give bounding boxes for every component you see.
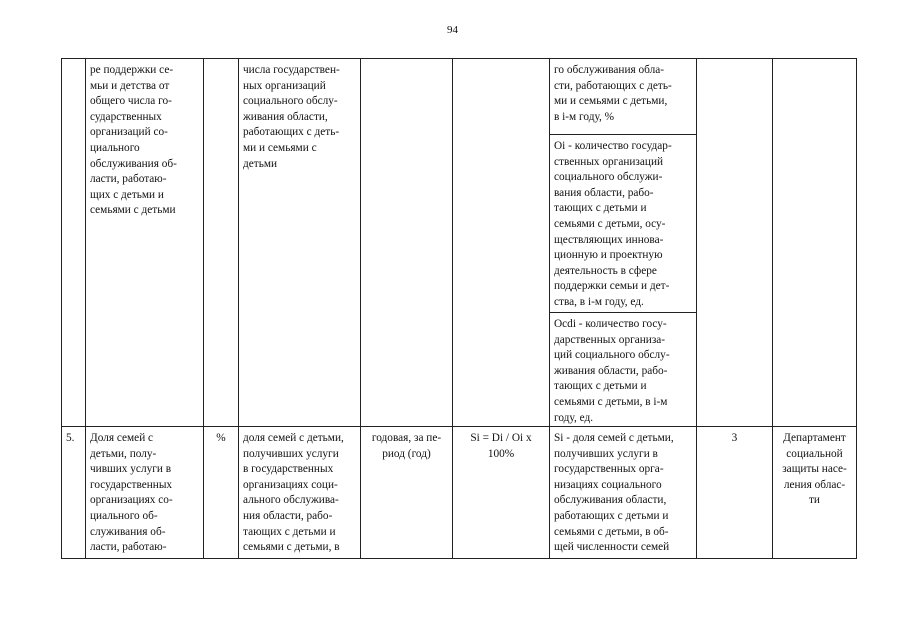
cell-number	[62, 59, 86, 427]
indicator-table	[61, 58, 857, 559]
basic-indicator-text: го обслуживания обла- сти, работающих с деть- ми и семьями с детьми, в i-м году, %	[550, 59, 696, 135]
cell-formula	[453, 59, 550, 427]
cell-basic-indicators: Si - доля семей с детьми, получивших услуги в государственных орга- низациях социального обслуживания области, работающих с детьми и семьями с детьми, в об- щей численности семей	[550, 427, 697, 559]
table-row-continued	[62, 59, 857, 427]
cell-responsible: Департамент социальной защиты насе- ления облас- ти	[773, 427, 857, 559]
cell-indicator-name: Доля семей с детьми, полу- чивших услуги в государственных организациях со- циального об- служивания об- ласти, работаю-	[86, 427, 204, 559]
page-number: 94	[447, 24, 458, 36]
cell-responsible	[773, 59, 857, 427]
basic-indicator-oi: Oi - количество государ- ственных организаций социального обслужи- вания области, рабо- тающих с детьми и семьями с детьми, осу- ществляющих иннова- ционную и проектную деятельность в сфере поддержки семьи и дет- ства, в i-м году, ед.	[550, 135, 696, 313]
cell-collection-method	[697, 59, 773, 427]
cell-definition: доля семей с детьми, получивших услуги в государственных организациях соци- ального обслужива- ния области, рабо- тающих с детьми и семьями с детьми, в	[239, 427, 361, 559]
cell-unit	[204, 59, 239, 427]
table-row-5	[62, 427, 857, 559]
cell-definition: числа государствен- ных организаций социального обслу- живания области, работающих с деть- ми и семьями с детьми	[239, 59, 361, 427]
cell-periodicity: годовая, за пе- риод (год)	[361, 427, 453, 559]
cell-basic-indicators	[550, 59, 697, 427]
cell-indicator-name: ре поддержки се- мьи и детства от общего числа го- сударственных организаций со- циального обслуживания об- ласти, работаю- щих с детьми и семьями с детьми	[86, 59, 204, 427]
cell-number: 5.	[62, 427, 86, 559]
cell-unit: %	[204, 427, 239, 559]
basic-indicator-ocdi: Ocdi - количество госу- дарственных организа- ций социального обслу- живания области, рабо- тающих с детьми и семьями с детьми, в i-м году, ед.	[554, 318, 670, 424]
cell-periodicity	[361, 59, 453, 427]
cell-formula: Si = Di / Oi x 100%	[453, 427, 550, 559]
cell-collection-method: 3	[697, 427, 773, 559]
